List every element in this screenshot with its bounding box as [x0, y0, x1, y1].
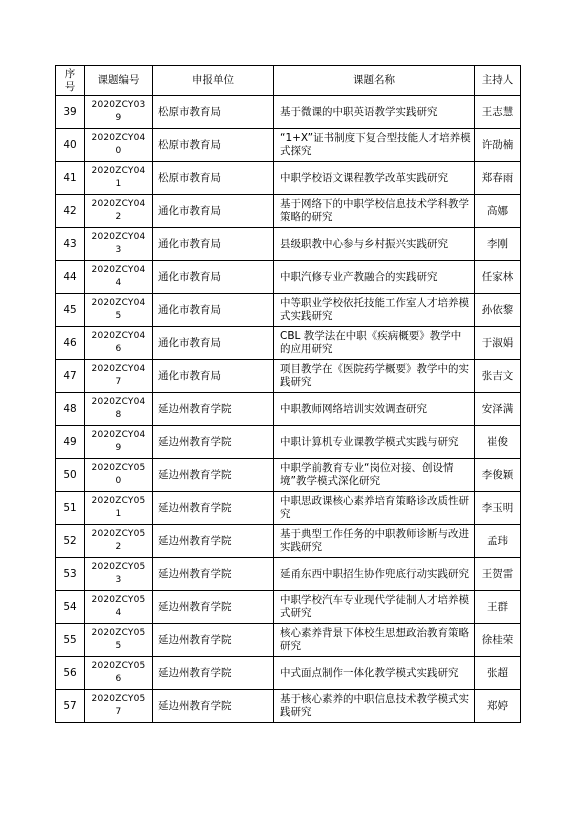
host-cell: 孟玮 [475, 525, 521, 558]
header-applicant-unit: 申报单位 [153, 66, 274, 96]
project-code-cell: 2020ZCY053 [85, 558, 153, 591]
project-code-cell: 2020ZCY042 [85, 195, 153, 228]
table-row [56, 96, 521, 129]
serial-cell: 54 [56, 591, 85, 624]
host-cell: 于淑娟 [475, 327, 521, 360]
serial-cell: 47 [56, 360, 85, 393]
table-row [56, 360, 521, 393]
host-cell: 王群 [475, 591, 521, 624]
project-code-cell: 2020ZCY043 [85, 228, 153, 261]
project-code-cell: 2020ZCY050 [85, 459, 153, 492]
host-cell: 王志慧 [475, 96, 521, 129]
serial-cell: 44 [56, 261, 85, 294]
project-title-cell: 中职思政课核心素养培育策略诊改质性研究 [274, 492, 475, 525]
serial-cell: 46 [56, 327, 85, 360]
host-cell: 徐桂荣 [475, 624, 521, 657]
serial-cell: 45 [56, 294, 85, 327]
applicant-unit-cell: 延边州教育学院 [153, 690, 274, 723]
project-title-cell: 基于典型工作任务的中职教师诊断与改进实践研究 [274, 525, 475, 558]
host-cell: 任家林 [475, 261, 521, 294]
applicant-unit-cell: 通化市教育局 [153, 327, 274, 360]
table-row [56, 558, 521, 591]
host-cell: 高娜 [475, 195, 521, 228]
applicant-unit-cell: 松原市教育局 [153, 96, 274, 129]
header-serial: 序号 [56, 66, 85, 96]
project-title-cell: 中职汽修专业产教融合的实践研究 [274, 261, 475, 294]
applicant-unit-cell: 通化市教育局 [153, 195, 274, 228]
project-title-cell: 中职教师网络培训实效调查研究 [274, 393, 475, 426]
table-row [56, 426, 521, 459]
applicant-unit-cell: 通化市教育局 [153, 294, 274, 327]
host-cell: 郑婷 [475, 690, 521, 723]
host-cell: 李刚 [475, 228, 521, 261]
table-row [56, 591, 521, 624]
applicant-unit-cell: 延边州教育学院 [153, 393, 274, 426]
project-code-cell: 2020ZCY056 [85, 657, 153, 690]
host-cell: 崔俊 [475, 426, 521, 459]
header-host: 主持人 [475, 66, 521, 96]
serial-cell: 57 [56, 690, 85, 723]
serial-cell: 41 [56, 162, 85, 195]
host-cell: 李俊颖 [475, 459, 521, 492]
serial-cell: 51 [56, 492, 85, 525]
serial-cell: 40 [56, 129, 85, 162]
header-project-title: 课题名称 [274, 66, 475, 96]
table-body [56, 96, 521, 723]
project-code-cell: 2020ZCY049 [85, 426, 153, 459]
applicant-unit-cell: 通化市教育局 [153, 261, 274, 294]
serial-cell: 56 [56, 657, 85, 690]
table-row [56, 294, 521, 327]
project-title-cell: 中职学校语文课程教学改革实践研究 [274, 162, 475, 195]
project-title-cell: 县级职教中心参与乡村振兴实践研究 [274, 228, 475, 261]
project-code-cell: 2020ZCY046 [85, 327, 153, 360]
serial-cell: 55 [56, 624, 85, 657]
serial-cell: 52 [56, 525, 85, 558]
table-row [56, 459, 521, 492]
table-row [56, 327, 521, 360]
project-title-cell: 基于微课的中职英语教学实践研究 [274, 96, 475, 129]
applicant-unit-cell: 延边州教育学院 [153, 525, 274, 558]
project-title-cell: 中等职业学校依托技能工作室人才培养模式实践研究 [274, 294, 475, 327]
project-title-cell: 基于网络下的中职学校信息技术学科教学策略的研究 [274, 195, 475, 228]
serial-cell: 43 [56, 228, 85, 261]
table-row [56, 129, 521, 162]
table-row [56, 624, 521, 657]
table-header [56, 66, 521, 96]
applicant-unit-cell: 延边州教育学院 [153, 657, 274, 690]
table-row [56, 657, 521, 690]
project-title-cell: 核心素养背景下体校生思想政治教育策略研究 [274, 624, 475, 657]
table-row [56, 261, 521, 294]
host-cell: 安泽满 [475, 393, 521, 426]
table-row [56, 162, 521, 195]
project-code-cell: 2020ZCY040 [85, 129, 153, 162]
project-code-cell: 2020ZCY045 [85, 294, 153, 327]
header-project-code: 课题编号 [85, 66, 153, 96]
table-row [56, 393, 521, 426]
applicant-unit-cell: 延边州教育学院 [153, 492, 274, 525]
project-code-cell: 2020ZCY039 [85, 96, 153, 129]
serial-cell: 53 [56, 558, 85, 591]
project-code-cell: 2020ZCY052 [85, 525, 153, 558]
project-title-cell: 中式面点制作一体化教学模式实践研究 [274, 657, 475, 690]
project-title-cell: 延甬东西中职招生协作兜底行动实践研究 [274, 558, 475, 591]
applicant-unit-cell: 延边州教育学院 [153, 624, 274, 657]
table-row [56, 492, 521, 525]
project-table [55, 65, 521, 723]
serial-cell: 42 [56, 195, 85, 228]
project-code-cell: 2020ZCY044 [85, 261, 153, 294]
serial-cell: 39 [56, 96, 85, 129]
serial-cell: 49 [56, 426, 85, 459]
project-title-cell: 基于核心素养的中职信息技术教学模式实践研究 [274, 690, 475, 723]
project-title-cell: “1+X”证书制度下复合型技能人才培养模式探究 [274, 129, 475, 162]
project-code-cell: 2020ZCY048 [85, 393, 153, 426]
table-row [56, 690, 521, 723]
project-code-cell: 2020ZCY051 [85, 492, 153, 525]
project-code-cell: 2020ZCY057 [85, 690, 153, 723]
applicant-unit-cell: 延边州教育学院 [153, 426, 274, 459]
table-row [56, 525, 521, 558]
applicant-unit-cell: 通化市教育局 [153, 228, 274, 261]
project-code-cell: 2020ZCY047 [85, 360, 153, 393]
project-title-cell: 中职学校汽车专业现代学徒制人才培养模式研究 [274, 591, 475, 624]
project-title-cell: 中职学前教育专业“岗位对接、创设情境”教学模式深化研究 [274, 459, 475, 492]
host-cell: 许劭楠 [475, 129, 521, 162]
header-row [56, 66, 521, 96]
project-title-cell: 中职计算机专业课教学模式实践与研究 [274, 426, 475, 459]
project-code-cell: 2020ZCY054 [85, 591, 153, 624]
host-cell: 孙依黎 [475, 294, 521, 327]
applicant-unit-cell: 延边州教育学院 [153, 459, 274, 492]
project-title-cell: CBL 教学法在中职《疾病概要》教学中的应用研究 [274, 327, 475, 360]
table-row [56, 228, 521, 261]
host-cell: 李玉明 [475, 492, 521, 525]
host-cell: 王贺雷 [475, 558, 521, 591]
project-code-cell: 2020ZCY055 [85, 624, 153, 657]
host-cell: 张超 [475, 657, 521, 690]
host-cell: 张吉文 [475, 360, 521, 393]
applicant-unit-cell: 松原市教育局 [153, 129, 274, 162]
serial-cell: 48 [56, 393, 85, 426]
applicant-unit-cell: 通化市教育局 [153, 360, 274, 393]
host-cell: 郑春雨 [475, 162, 521, 195]
applicant-unit-cell: 延边州教育学院 [153, 558, 274, 591]
applicant-unit-cell: 延边州教育学院 [153, 591, 274, 624]
table-row [56, 195, 521, 228]
project-title-cell: 项目教学在《医院药学概要》教学中的实践研究 [274, 360, 475, 393]
applicant-unit-cell: 松原市教育局 [153, 162, 274, 195]
project-code-cell: 2020ZCY041 [85, 162, 153, 195]
serial-cell: 50 [56, 459, 85, 492]
